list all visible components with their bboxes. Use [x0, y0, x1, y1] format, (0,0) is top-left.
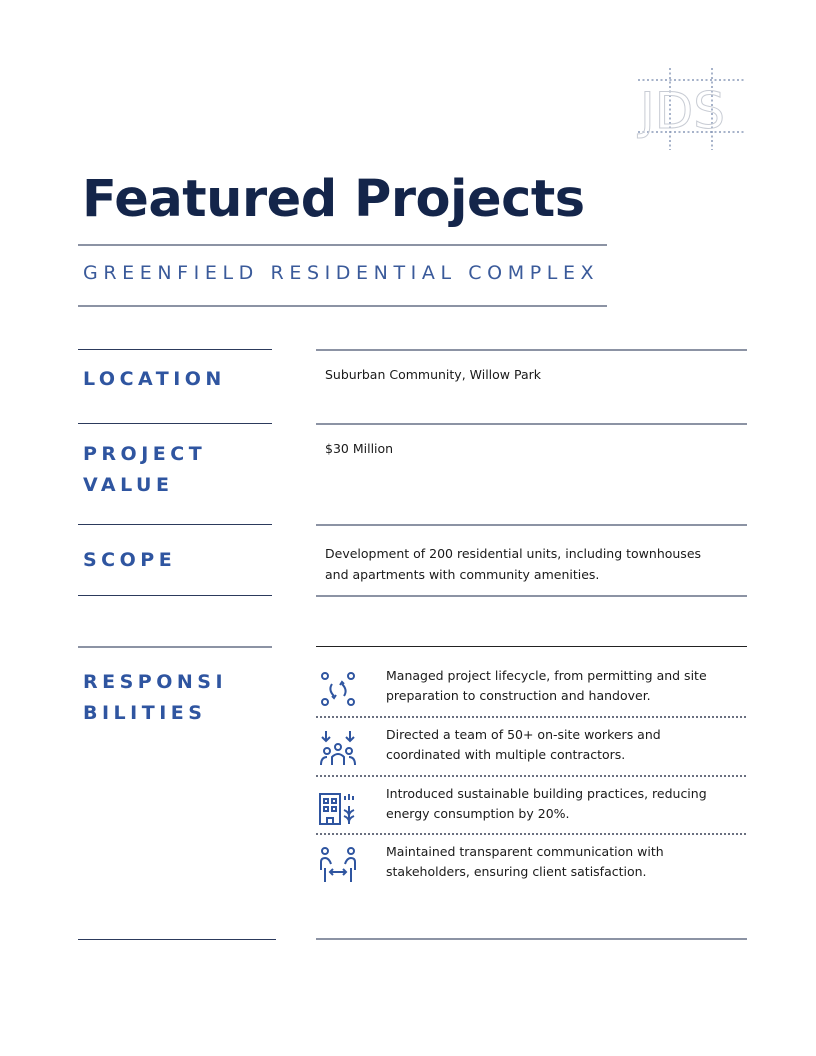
scope-value: Development of 200 residential units, including townhouses and apartments with community amenities. — [325, 546, 702, 582]
responsibility-text: Directed a team of 50+ on-site workers and coordinated with multiple contractors. — [386, 727, 661, 762]
responsibility-item — [316, 780, 746, 838]
dotted-divider — [316, 716, 746, 718]
divider — [78, 646, 272, 648]
responsibilities-label — [83, 667, 227, 729]
responsibility-item — [316, 838, 746, 896]
responsibility-text: Maintained transparent communication with stakeholders, ensuring client satisfaction. — [386, 844, 664, 879]
location-label: LOCATION — [83, 368, 226, 390]
divider — [316, 524, 747, 526]
label-line: RESPONSI — [83, 671, 228, 693]
dotted-divider — [316, 775, 746, 777]
responsibility-item — [316, 662, 746, 720]
label-line: PROJECT — [83, 443, 207, 465]
responsibility-text: Managed project lifecycle, from permitting and site preparation to construction and handover. — [386, 668, 707, 703]
divider — [78, 423, 272, 424]
divider — [316, 595, 747, 597]
responsibility-item — [316, 721, 746, 779]
dotted-divider — [316, 833, 746, 835]
divider — [78, 524, 272, 525]
project-value: $30 Million — [325, 441, 394, 456]
jds-logo — [636, 68, 748, 150]
svg-text:JDS: JDS — [640, 82, 725, 140]
location-value: Suburban Community, Willow Park — [325, 367, 541, 382]
scope-label: SCOPE — [83, 549, 177, 571]
lifecycle-icon — [318, 670, 358, 710]
responsibility-text: Introduced sustainable building practices, reducing energy consumption by 20%. — [386, 786, 707, 821]
project-name: GREENFIELD RESIDENTIAL COMPLEX — [83, 262, 600, 284]
divider — [78, 595, 272, 596]
project-value-label — [83, 439, 206, 501]
divider — [316, 349, 747, 351]
divider — [316, 938, 747, 940]
divider — [78, 244, 607, 246]
label-line: VALUE — [83, 474, 174, 496]
divider — [316, 646, 747, 647]
sustainable-building-icon — [318, 788, 358, 828]
divider — [316, 423, 747, 425]
page-title: Featured Projects — [82, 170, 585, 229]
team-icon — [318, 729, 358, 769]
divider — [78, 939, 276, 940]
divider — [78, 305, 607, 307]
communication-icon — [318, 846, 358, 886]
label-line: BILITIES — [83, 702, 207, 724]
divider — [78, 349, 272, 350]
